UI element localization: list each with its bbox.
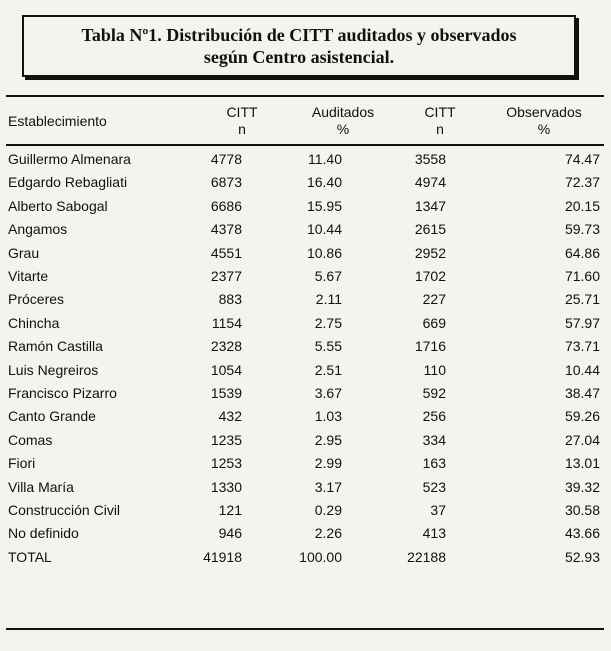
- establecimiento-cell: Próceres: [8, 291, 65, 308]
- citt-observados-cell: 37: [430, 502, 446, 518]
- pct-observados-cell: 64.86: [564, 244, 600, 261]
- citt-auditados-cell: 6873: [210, 174, 242, 191]
- citt-auditados-cell: 4778: [210, 151, 242, 167]
- establecimiento-cell: Chincha: [8, 314, 60, 331]
- table-row: [6, 452, 604, 474]
- citt-observados-cell: 669: [422, 314, 446, 331]
- citt-observados-cell: 1716: [414, 338, 446, 355]
- header-citt-label: CITT: [424, 104, 456, 120]
- pct-auditados-cell: 10.86: [306, 244, 342, 261]
- pct-auditados-cell: 5.55: [314, 338, 342, 355]
- pct-auditados-cell: 100.00: [299, 548, 342, 565]
- header-observados: [494, 104, 594, 138]
- establecimiento-cell: Guillermo Almenara: [8, 151, 131, 167]
- citt-auditados-cell: 1330: [210, 478, 242, 495]
- pct-auditados-cell: 2.11: [315, 291, 342, 308]
- header-establecimiento: Establecimiento: [8, 113, 107, 129]
- pct-auditados-cell: 1.03: [314, 408, 342, 425]
- citt-auditados-cell: 1253: [210, 455, 242, 472]
- pct-observados-cell: 20.15: [564, 197, 600, 214]
- citt-observados-cell: 3558: [414, 151, 446, 167]
- establecimiento-cell: Villa María: [8, 478, 74, 495]
- citt-auditados-cell: 1235: [210, 431, 242, 448]
- header-citt-auditados: [222, 104, 262, 138]
- pct-observados-cell: 27.04: [564, 431, 600, 448]
- establecimiento-cell: Vitarte: [8, 268, 49, 284]
- citt-observados-cell: 110: [423, 361, 446, 378]
- establecimiento-cell: Grau: [8, 244, 40, 261]
- citt-auditados-cell: 946: [218, 525, 242, 542]
- pct-auditados-cell: 11.40: [308, 151, 342, 167]
- citt-observados-cell: 413: [422, 525, 446, 542]
- citt-auditados-cell: 883: [218, 291, 242, 308]
- citt-observados-cell: 163: [422, 455, 446, 472]
- pct-observados-cell: 39.32: [564, 478, 600, 495]
- header-n-label: n: [436, 121, 444, 137]
- pct-observados-cell: 57.97: [564, 314, 600, 331]
- establecimiento-cell: Alberto Sabogal: [8, 197, 108, 214]
- header-citt-observados: [420, 104, 460, 138]
- pct-observados-cell: 73.71: [564, 338, 600, 355]
- pct-observados-cell: 72.37: [564, 174, 600, 191]
- table-row: [6, 242, 604, 264]
- establecimiento-cell: Luis Negreiros: [8, 361, 99, 378]
- table-bottom-rule: [6, 628, 604, 630]
- citt-auditados-cell: 2328: [210, 338, 242, 355]
- table-row: [6, 312, 604, 334]
- citt-observados-cell: 256: [422, 408, 446, 425]
- pct-auditados-cell: 3.67: [314, 385, 342, 401]
- establecimiento-cell: Ramón Castilla: [8, 338, 103, 355]
- pct-auditados-cell: 2.95: [314, 431, 342, 448]
- citt-observados-cell: 334: [422, 431, 446, 448]
- establecimiento-cell: Francisco Pizarro: [8, 385, 117, 401]
- citt-auditados-cell: 1539: [210, 385, 242, 401]
- establecimiento-cell: No definido: [8, 525, 79, 542]
- table-top-rule: [6, 95, 604, 97]
- pct-auditados-cell: 2.51: [314, 361, 342, 378]
- establecimiento-cell: Canto Grande: [8, 408, 96, 425]
- table-row: [6, 288, 604, 310]
- citt-auditados-cell: 432: [218, 408, 242, 425]
- pct-auditados-cell: 2.26: [314, 525, 342, 542]
- pct-observados-cell: 25.71: [564, 291, 600, 308]
- table-row: [6, 359, 604, 381]
- pct-auditados-cell: 3.17: [314, 478, 342, 495]
- table-row: [6, 265, 604, 287]
- citt-auditados-cell: 1054: [210, 361, 242, 378]
- pct-observados-cell: 38.47: [564, 385, 600, 401]
- table-title-line2: según Centro asistencial.: [203, 47, 395, 67]
- table-title-box: [22, 15, 576, 77]
- citt-auditados-cell: 41918: [203, 548, 242, 565]
- table-title-line1: Tabla Nº1. Distribución de CITT auditados y observados: [81, 25, 517, 45]
- header-pct-label: %: [336, 121, 350, 137]
- citt-observados-cell: 2952: [414, 244, 446, 261]
- table-row: [6, 546, 604, 568]
- citt-auditados-cell: 1154: [211, 314, 242, 331]
- pct-observados-cell: 13.01: [564, 455, 600, 472]
- header-observados-label: Observados: [506, 104, 582, 120]
- citt-observados-cell: 523: [422, 478, 446, 495]
- pct-observados-cell: 74.47: [564, 151, 600, 167]
- table-row: [6, 476, 604, 498]
- header-citt-label: CITT: [226, 104, 258, 120]
- citt-observados-cell: 22188: [407, 548, 446, 565]
- establecimiento-cell: Comas: [8, 431, 53, 448]
- citt-observados-cell: 1347: [414, 197, 446, 214]
- pct-observados-cell: 43.66: [564, 525, 600, 542]
- table-row: [6, 522, 604, 544]
- citt-observados-cell: 2615: [414, 221, 446, 238]
- citt-observados-cell: 1702: [414, 268, 446, 284]
- citt-auditados-cell: 4551: [210, 244, 242, 261]
- pct-auditados-cell: 0.29: [314, 502, 342, 518]
- citt-observados-cell: 592: [422, 385, 446, 401]
- header-auditados: [298, 104, 388, 138]
- establecimiento-cell: Fiori: [8, 455, 36, 472]
- pct-observados-cell: 71.60: [564, 268, 600, 284]
- citt-auditados-cell: 2377: [210, 268, 242, 284]
- citt-auditados-cell: 6686: [210, 197, 242, 214]
- table-row: [6, 335, 604, 357]
- table-row: [6, 429, 604, 451]
- citt-auditados-cell: 4378: [210, 221, 242, 238]
- pct-auditados-cell: 16.40: [306, 174, 342, 191]
- table-row: [6, 148, 604, 170]
- establecimiento-cell: Edgardo Rebagliati: [8, 174, 128, 191]
- table-row: [6, 405, 604, 427]
- citt-observados-cell: 227: [422, 291, 446, 308]
- header-pct-label: %: [537, 121, 551, 137]
- table-row: [6, 171, 604, 193]
- establecimiento-cell: Angamos: [8, 221, 68, 238]
- pct-observados-cell: 59.26: [564, 408, 600, 425]
- pct-auditados-cell: 10.44: [306, 221, 342, 238]
- header-bottom-rule: [6, 144, 604, 146]
- table-row: [6, 499, 604, 521]
- table-row: [6, 218, 604, 240]
- establecimiento-cell: TOTAL: [8, 548, 52, 565]
- table-row: [6, 382, 604, 404]
- pct-auditados-cell: 2.75: [314, 314, 342, 331]
- pct-auditados-cell: 5.67: [314, 268, 342, 284]
- table-row: [6, 195, 604, 217]
- header-n-label: n: [238, 121, 246, 137]
- citt-observados-cell: 4974: [414, 174, 446, 191]
- pct-auditados-cell: 15.95: [306, 197, 342, 214]
- citt-auditados-cell: 121: [218, 502, 242, 518]
- pct-observados-cell: 30.58: [564, 502, 600, 518]
- pct-observados-cell: 52.93: [564, 548, 600, 565]
- pct-observados-cell: 10.44: [564, 361, 600, 378]
- header-auditados-label: Auditados: [311, 104, 375, 120]
- pct-auditados-cell: 2.99: [314, 455, 342, 472]
- pct-observados-cell: 59.73: [564, 221, 600, 238]
- establecimiento-cell: Construcción Civil: [8, 502, 121, 518]
